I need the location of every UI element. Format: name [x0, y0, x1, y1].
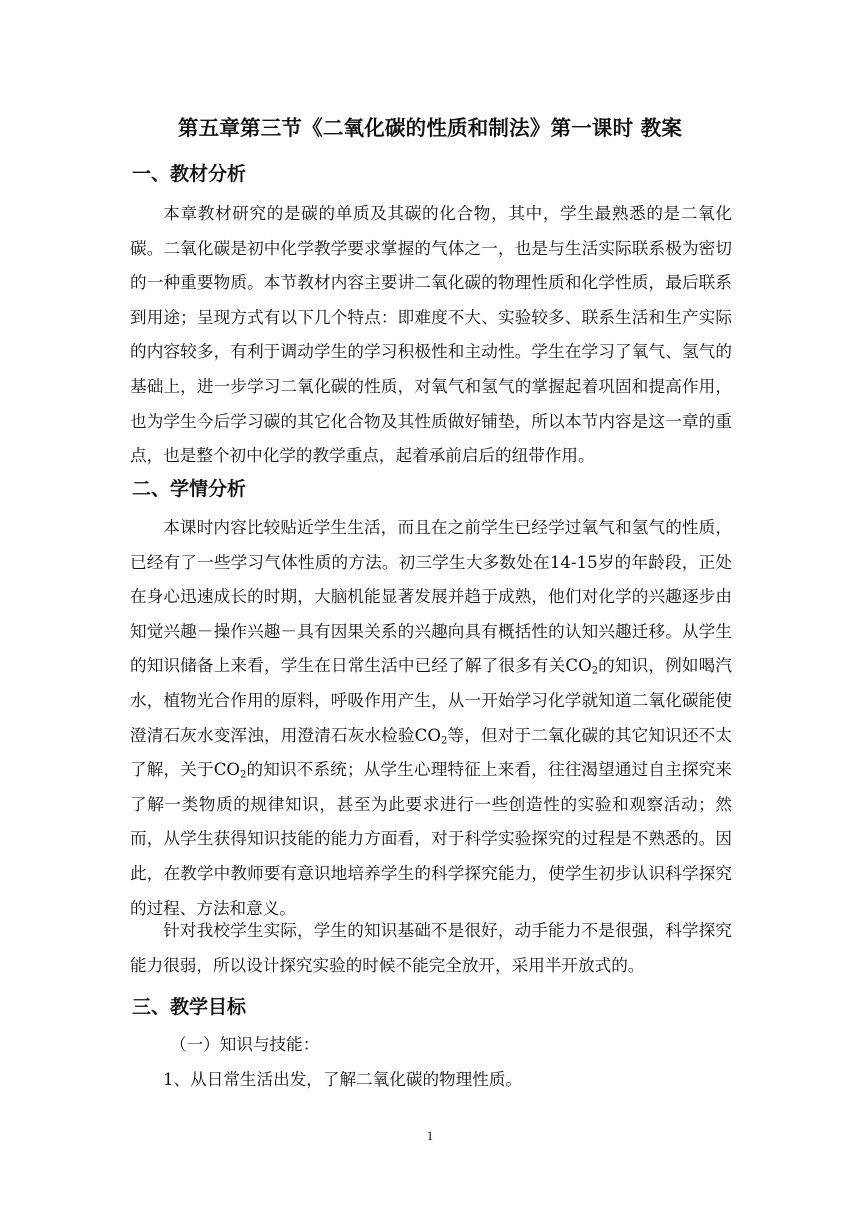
paragraph-textbook-analysis: 本章教材研究的是碳的单质及其碳的化合物，其中，学生最熟悉的是二氧化碳。二氧化碳是初中化学教学要求掌握的气体之一，也是与生活实际联系极为密切的一种重要物质。本节教材内容主要讲二氧化碳的物理性质和化学性质，最后联系到用途；呈现方式有以下几个特点：即难度不大、实验较多、联系生活和生产实际的内容较多，有利于调动学生的学习积极性和主动性。学生在学习了氧气、氢气的基础上，进一步学习二氧化碳的性质，对氧气和氢气的掌握起着巩固和提高作用，也为学生今后学习碳的其它化合物及其性质做好铺垫，所以本节内容是这一章的重点，也是整个初中化学的教学重点，起着承前启后的纽带作用。: [130, 204, 732, 466]
goal-item-1: 1、从日常生活出发，了解二氧化碳的物理性质。: [163, 1070, 523, 1089]
subscript: 2: [591, 665, 599, 677]
document-title: 第五章第三节《二氧化碳的性质和制法》第一课时 教案: [177, 116, 683, 140]
subscript: 2: [240, 769, 247, 781]
paragraph-text: 本课时内容比较贴近学生生活，而且在之前学生已经学过氧气和氢气的性质，已经有了一些学习气体性质的方法。初三学生大多数处在14-15岁的年龄段，正处在身心迅速成长的时期，大脑机能显著发展并趋于成熟，他们对化学的兴趣逐步由知觉兴趣－操作兴趣－具有因果关系的兴趣向具有概括性的认知兴趣迁移。从学生的知识储备上来看，学生在日常生活中已经了解了很多有关CO: [130, 518, 732, 676]
section-heading-student-analysis: 二、学情分析: [132, 478, 247, 500]
paragraph-student-ability: 针对我校学生实际，学生的知识基础不是很好，动手能力不是很强，科学探究能力很弱，所以设计探究实验的时候不能完全放开，采用半开放式的。: [130, 921, 732, 975]
paragraph-student-analysis: [130, 511, 732, 926]
section-heading-textbook-analysis: 一、教材分析: [132, 163, 247, 185]
page-number: 1: [426, 1128, 434, 1143]
paragraph-text: 的知识不系统；从学生心理特征上来看，往往渴望通过自主探究来了解一类物质的规律知识，甚至为此要求进行一些创造性的实验和观察活动；然而，从学生获得知识技能的能力方面看，对于科学实验探究的过程是不熟悉的。因此，在教学中教师要有意识地培养学生的科学探究能力，使学生初步认识科学探究的过程、方法和意义。: [130, 760, 732, 918]
section-heading-teaching-goals: 三、教学目标: [132, 996, 247, 1018]
subheading-knowledge-skills: （一）知识与技能：: [170, 1035, 320, 1054]
subscript: 2: [440, 735, 448, 747]
paragraph-text: 的知识，例如喝汽水，植物光合作用的原料，呼吸作用产生，从一开始学习化学就知道二氧化碳能使澄清石灰水变浑浊，用澄清石灰水检验CO: [130, 656, 732, 745]
paragraph-text: 等，但对于二氧化碳的其它知识还不太了解，关于CO: [130, 725, 732, 780]
